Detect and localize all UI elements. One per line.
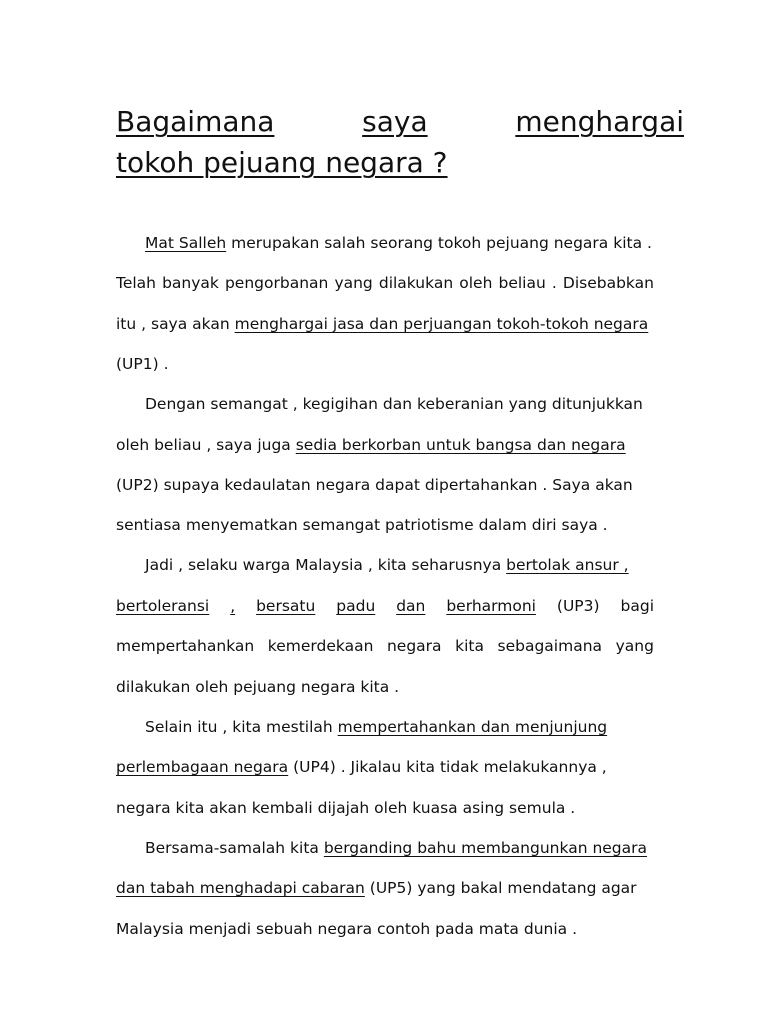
- p1-line-4: (UP1) .: [116, 355, 169, 373]
- p4-line-2: [116, 756, 607, 778]
- p2-text: oleh beliau , saya juga: [116, 436, 296, 454]
- p5-underlined-point: dan tabah menghadapi cabaran: [116, 879, 365, 897]
- p3-word: negara: [386, 637, 442, 655]
- p5-line-2: [116, 877, 637, 899]
- p3-line-2: [116, 595, 654, 617]
- p1-text: itu , saya akan: [116, 315, 235, 333]
- p2-line-1: Dengan semangat , kegigihan dan keberanian yang ditunjukkan: [145, 395, 643, 413]
- title-line-2: tokoh pejuang negara ?: [116, 146, 448, 179]
- p3-word: kita: [455, 637, 484, 655]
- p1-line-3: [116, 313, 648, 335]
- p5-text: (UP5) yang bakal mendatang agar: [364, 879, 637, 897]
- title-word: saya: [362, 105, 428, 138]
- p3-line-1: [145, 554, 629, 576]
- p5-underlined-point: berganding bahu membangunkan negara: [323, 839, 648, 857]
- p4-underlined-point: perlembagaan negara: [116, 758, 289, 776]
- p4-line-1: [145, 716, 607, 738]
- p3-text: Jadi , selaku warga Malaysia , kita seharusnya: [145, 556, 507, 574]
- p3-word: kemerdekaan: [267, 637, 374, 655]
- p1-line-1: [145, 232, 652, 254]
- p1-underlined-name: Mat Salleh: [145, 234, 227, 252]
- p3-word: yang: [615, 637, 654, 655]
- p3-word: sebagaimana: [497, 637, 603, 655]
- p2-line-3: (UP2) supaya kedaulatan negara dapat dipertahankan . Saya akan: [116, 476, 633, 494]
- p3-word: bertoleransi: [116, 597, 210, 615]
- p3-word: ,: [230, 597, 236, 615]
- p3-line-3: [116, 635, 654, 657]
- p2-line-4: sentiasa menyematkan semangat patriotisme dalam diri saya .: [116, 516, 608, 534]
- p4-underlined-point: mempertahankan dan menjunjung: [337, 718, 608, 736]
- p5-line-1: [145, 837, 647, 859]
- p4-text: Selain itu , kita mestilah: [145, 718, 338, 736]
- p1-text: merupakan salah seorang tokoh pejuang negara kita .: [226, 234, 652, 252]
- p1-line-2: Telah banyak pengorbanan yang dilakukan oleh beliau . Disebabkan: [116, 274, 654, 292]
- p3-underlined-point: bertolak ansur ,: [506, 556, 629, 574]
- p3-word: (UP3): [556, 597, 600, 615]
- p4-text: (UP4) . Jikalau kita tidak melakukannya ,: [288, 758, 607, 776]
- p3-word: mempertahankan: [116, 637, 255, 655]
- p2-line-2: [116, 434, 626, 456]
- p3-line-4: dilakukan oleh pejuang negara kita .: [116, 678, 400, 696]
- p1-underlined-point: menghargai jasa dan perjuangan tokoh-tokoh negara: [234, 315, 649, 333]
- p3-word: padu: [336, 597, 376, 615]
- p5-text: Bersama-samalah kita: [145, 839, 324, 857]
- p3-word: bagi: [620, 597, 654, 615]
- p3-word: dan: [396, 597, 426, 615]
- p3-word: bersatu: [256, 597, 316, 615]
- p2-underlined-point: sedia berkorban untuk bangsa dan negara: [295, 436, 626, 454]
- p5-line-3: Malaysia menjadi sebuah negara contoh pada mata dunia .: [116, 920, 577, 938]
- title-word: Bagaimana: [116, 105, 275, 138]
- title-line-1: [116, 104, 684, 140]
- p4-line-3: negara kita akan kembali dijajah oleh kuasa asing semula .: [116, 799, 576, 817]
- title-word: menghargai: [515, 105, 684, 138]
- p3-word: berharmoni: [446, 597, 536, 615]
